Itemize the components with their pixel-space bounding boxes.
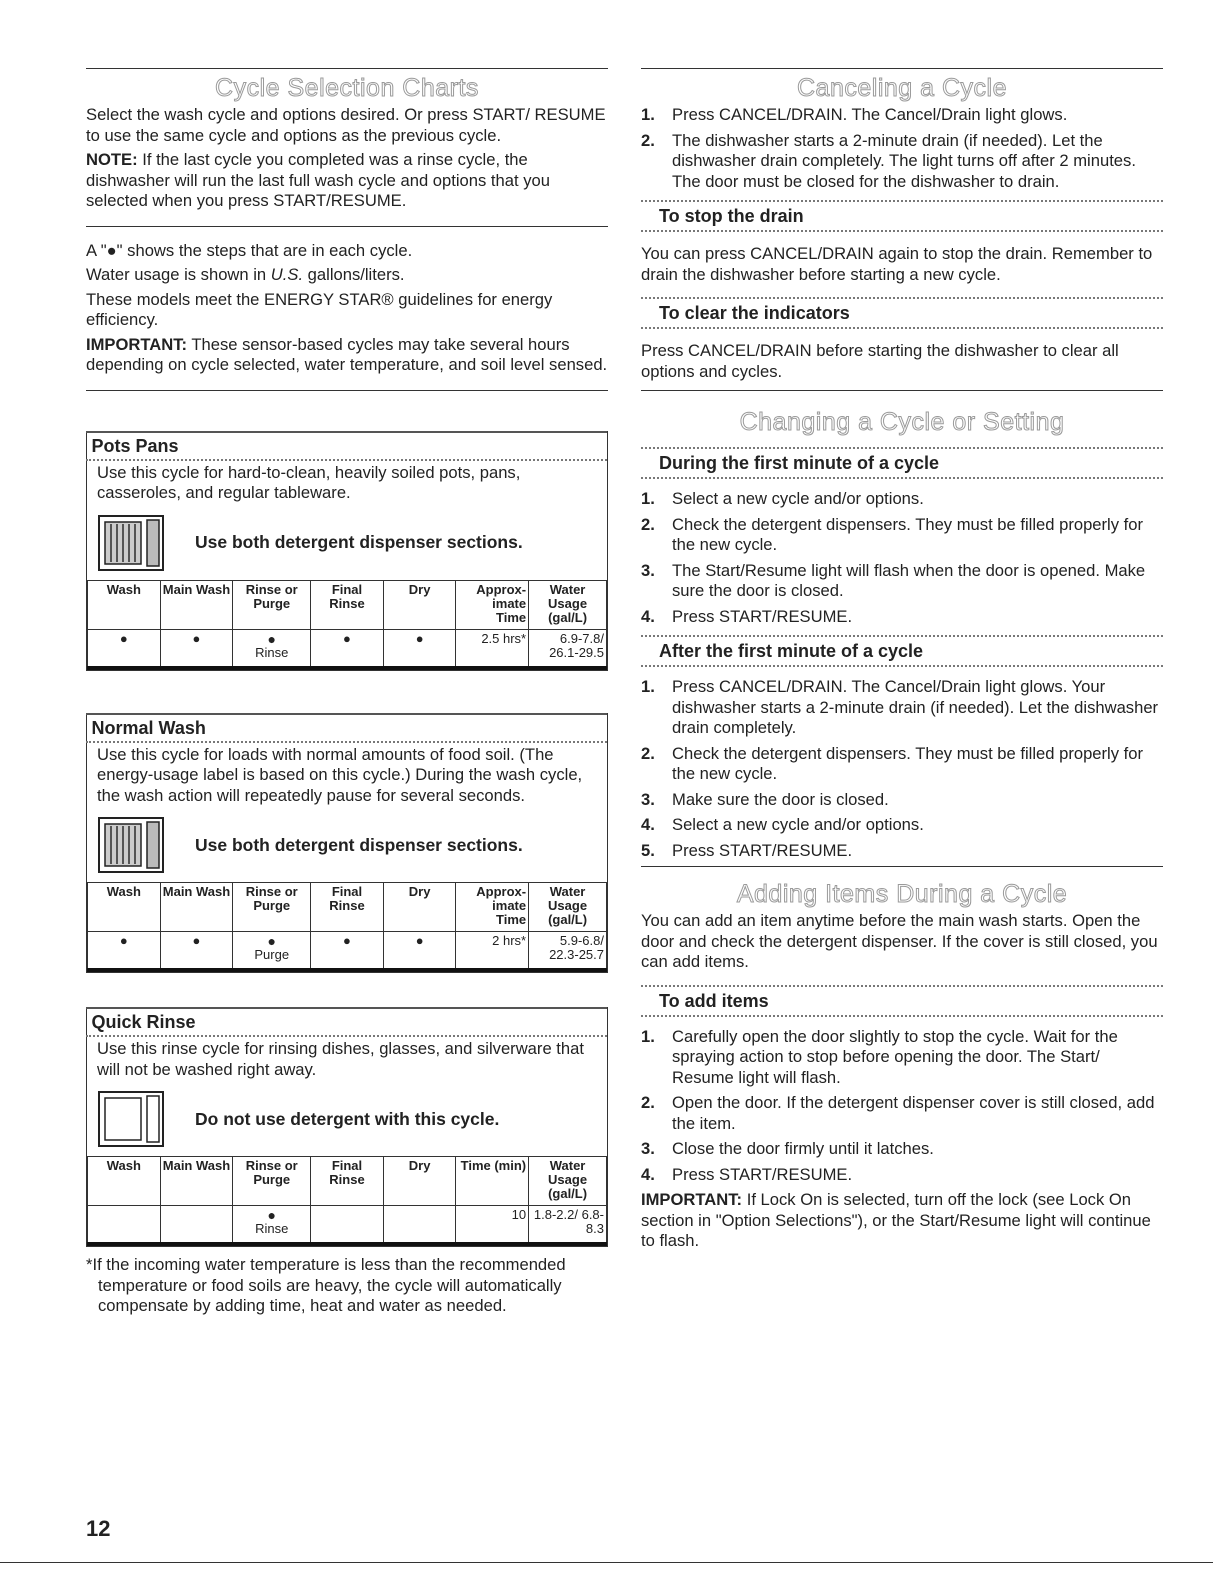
bottom-rule [0,1562,1213,1563]
energy-star-note: These models meet the ENERGY STAR® guidelines for energy efficiency. [86,289,553,329]
table-header-row [88,883,607,932]
table-cell: 1.8-2.2/ 6.8-8.3 [529,1206,607,1245]
important-label: IMPORTANT: [641,1190,743,1209]
table-row [88,629,607,668]
table-header: Dry [383,580,456,629]
step-text: Press CANCEL/DRAIN. The Cancel/Drain light glows. Your dishwasher starts a 2-minute drain (if needed). Let the dishwasher drain completely. [672,677,1159,737]
adding-items-paragraph: You can add an item anytime before the main wash starts. Open the door and check the detergent dispenser. If the cover is still closed, you can add items. [641,911,1158,971]
detergent-instruction: Use both detergent dispenser sections. [195,834,523,855]
step-text: Check the detergent dispensers. They must be filled properly for the new cycle. [672,514,1144,554]
detergent-dispenser-icon [97,816,165,874]
right-column [641,0,1163,1256]
table-cell: 10 [456,1206,529,1245]
detergent-row [87,1086,607,1156]
table-cell [160,1206,233,1245]
step-number: 3. [641,1139,655,1158]
after-minute-steps [641,677,1163,861]
list-item [641,1027,1163,1089]
table-row [88,1206,607,1245]
changing-title: Changing a Cycle or Setting [739,408,1065,436]
table-header: Wash [88,883,161,932]
cycle-description: Use this cycle for loads with normal amounts of food soil. (The energy-usage label is based on this cycle.) During the wash cycle, the wash action will repeatedly pause for several seconds. [97,744,583,805]
step-number: 2. [641,130,655,150]
cancel-steps [641,105,1163,192]
canceling-title: Canceling a Cycle [797,74,1007,102]
note-label: NOTE: [86,150,138,169]
list-item [641,1093,1163,1134]
water-usage-note [86,265,608,286]
clear-indicators-heading: To clear the indicators [659,303,850,323]
step-dot: ● [267,1207,276,1223]
important-text: If Lock On is selected, turn off the lock (see Lock On section in "Option Selections"), or the Start/Resume light will continue to flash. [641,1190,1151,1250]
step-text: Carefully open the door slightly to stop the cycle. Wait for the spraying action to stop before opening the door. The Start/ Resume light will flash. [672,1026,1118,1087]
step-dot: ● [267,933,276,949]
table-header: Final Rinse [311,883,384,932]
table-cell: ● [88,629,161,668]
table-header: Rinse or Purge [233,1157,311,1206]
left-column [86,0,608,1317]
cycle-box-normal-wash [86,713,608,974]
step-text: Press START/RESUME. [672,840,853,860]
list-item [641,131,1163,193]
cycle-description: Use this rinse cycle for rinsing dishes, glasses, and silverware that will not be washed right away. [97,1039,584,1079]
table-cell: ● [383,932,456,971]
table-header-row [88,580,607,629]
page-number: 12 [86,1516,111,1541]
step-text: Check the detergent dispensers. They must be filled properly for the new cycle. [672,743,1144,783]
dotted-divider [641,1015,1163,1017]
footnote: *If the incoming water temperature is less than the recommended temperature or food soils are heavy, the cycle will automatically compensate by adding time, heat and water as needed. [86,1255,566,1315]
adding-items-title: Adding Items During a Cycle [736,880,1068,908]
table-cell: 2 hrs* [456,932,529,971]
dotted-divider [641,665,1163,667]
water-usage-text: Water usage is shown in [86,265,271,284]
water-usage-units: U.S. [270,265,304,284]
table-header: Water Usage (gal/L) [529,580,607,629]
step-number: 1. [641,1026,655,1046]
stop-drain-heading: To stop the drain [659,206,804,226]
note-text: If the last cycle you completed was a rinse cycle, the dishwasher will run the last full wash cycle and options that you selected when you press START/RESUME. [86,150,550,210]
list-item [641,1165,1163,1186]
step-text: Press START/RESUME. [672,606,853,626]
list-item [641,105,1163,126]
step-text: Press START/RESUME. [672,1164,853,1184]
list-item [641,515,1163,556]
step-text: Make sure the door is closed. [672,789,889,809]
table-header: Dry [383,1157,456,1206]
add-items-steps [641,1027,1163,1186]
detergent-dispenser-icon [97,514,165,572]
table-cell: 6.9-7.8/ 26.1-29.5 [529,629,607,668]
dotted-divider [641,230,1163,232]
table-cell [233,1206,311,1245]
table-cell: ● [383,629,456,668]
cycle-selection-title: Cycle Selection Charts [215,74,479,102]
step-number: 2. [641,743,655,763]
important-lock-paragraph [641,1190,1163,1252]
top-rule-left [86,68,608,69]
list-item [641,1139,1163,1160]
top-rule-right [641,68,1163,69]
cycle-box-pots-pans [86,431,608,671]
step-text: Press CANCEL/DRAIN. The Cancel/Drain light glows. [672,105,1068,124]
step-number: 1. [641,677,655,696]
table-header: Water Usage (gal/L) [529,883,607,932]
cycle-table [87,580,607,670]
table-row [88,932,607,971]
table-header: Time (min) [456,1157,529,1206]
detergent-row [87,510,607,580]
table-cell [233,629,311,668]
step-text: Close the door firmly until it latches. [672,1139,934,1158]
table-cell: 2.5 hrs* [456,629,529,668]
divider [86,226,608,227]
table-cell [233,932,311,971]
detergent-row [87,812,607,882]
table-cell: ● [160,629,233,668]
cycle-table [87,1156,607,1246]
step-number: 4. [641,815,655,834]
step-dot: ● [267,630,276,647]
detergent-instruction: Do not use detergent with this cycle. [195,1108,500,1129]
step-sublabel: Purge [254,947,290,962]
step-number: 2. [641,514,655,534]
table-cell: 5.9-6.8/ 22.3-25.7 [529,932,607,971]
cycle-name: Pots Pans [86,431,608,461]
list-item [641,790,1163,811]
dotted-divider [641,327,1163,329]
water-usage-text-end: gallons/liters. [303,265,405,284]
step-number: 4. [641,606,655,626]
table-cell [383,1206,456,1245]
table-header: Main Wash [160,580,233,629]
intro-paragraph: Select the wash cycle and options desired. Or press START/ RESUME to use the same cycle and options as the previous cycle. [86,105,606,145]
step-number: 1. [641,105,655,124]
list-item [641,744,1163,785]
important-paragraph [86,335,608,376]
first-minute-heading: During the first minute of a cycle [659,453,940,473]
divider [641,390,1163,391]
table-header: Final Rinse [311,1157,384,1206]
step-number: 4. [641,1164,655,1184]
table-cell [311,1206,384,1245]
cycle-description: Use this cycle for hard-to-clean, heavily soiled pots, pans, casseroles, and regular tableware. [97,462,521,502]
list-item [641,607,1163,628]
step-number: 3. [641,789,655,809]
step-number: 1. [641,489,655,508]
table-header: Water Usage (gal/L) [529,1157,607,1206]
step-text: Select a new cycle and/or options. [672,815,924,834]
table-header: Main Wash [160,1157,233,1206]
table-cell: ● [160,932,233,971]
table-header: Main Wash [160,883,233,932]
cycle-box-quick-rinse [86,1007,608,1247]
step-number: 5. [641,840,655,860]
cycle-table [87,882,607,972]
table-cell: ● [88,932,161,971]
cycle-name: Quick Rinse [86,1007,608,1037]
table-cell: ● [311,932,384,971]
important-label: IMPORTANT: [86,334,188,354]
dotted-divider [641,477,1163,479]
add-items-heading: To add items [659,990,769,1011]
step-text: The dishwasher starts a 2-minute drain (if needed). Let the dishwasher drain completely. The light turns off after 2 minutes. The door must be closed for the dishwasher to drain. [672,130,1136,191]
step-text: The Start/Resume light will flash when the door is opened. Make sure the door is closed. [672,560,1146,600]
list-item [641,677,1163,739]
detergent-instruction: Use both detergent dispenser sections. [195,532,523,552]
first-minute-steps [641,489,1163,627]
table-header: Approx- imate Time [456,883,529,932]
cycle-name: Normal Wash [86,713,608,743]
step-text: Open the door. If the detergent dispenser cover is still closed, add the item. [672,1093,1155,1133]
after-minute-heading: After the first minute of a cycle [659,641,924,661]
table-header: Final Rinse [311,580,384,629]
table-cell: ● [311,629,384,668]
table-header-row [88,1157,607,1206]
empty-dispenser-icon [97,1090,165,1148]
list-item [641,815,1163,836]
list-item [641,489,1163,510]
dot-legend: A "●" shows the steps that are in each cycle. [86,240,413,260]
table-header: Dry [383,883,456,932]
table-header: Rinse or Purge [233,580,311,629]
divider [86,390,608,391]
stop-drain-paragraph: You can press CANCEL/DRAIN again to stop the drain. Remember to drain the dishwasher before starting a new cycle. [641,244,1153,284]
divider [641,866,1163,867]
table-cell [88,1206,161,1245]
list-item [641,841,1163,862]
table-header: Wash [88,1157,161,1206]
list-item [641,561,1163,602]
table-header: Approx- imate Time [456,580,529,629]
step-sublabel: Rinse [255,1221,289,1236]
table-header: Wash [88,580,161,629]
important-text: These sensor-based cycles may take several hours depending on cycle selected, water temperature, and soil level sensed. [86,334,608,374]
step-number: 2. [641,1093,655,1112]
clear-indicators-paragraph: Press CANCEL/DRAIN before starting the dishwasher to clear all options and cycles. [641,341,1119,381]
note-paragraph [86,150,608,212]
step-number: 3. [641,560,655,580]
table-header: Rinse or Purge [233,883,311,932]
step-text: Select a new cycle and/or options. [672,489,924,508]
step-sublabel: Rinse [255,644,289,660]
